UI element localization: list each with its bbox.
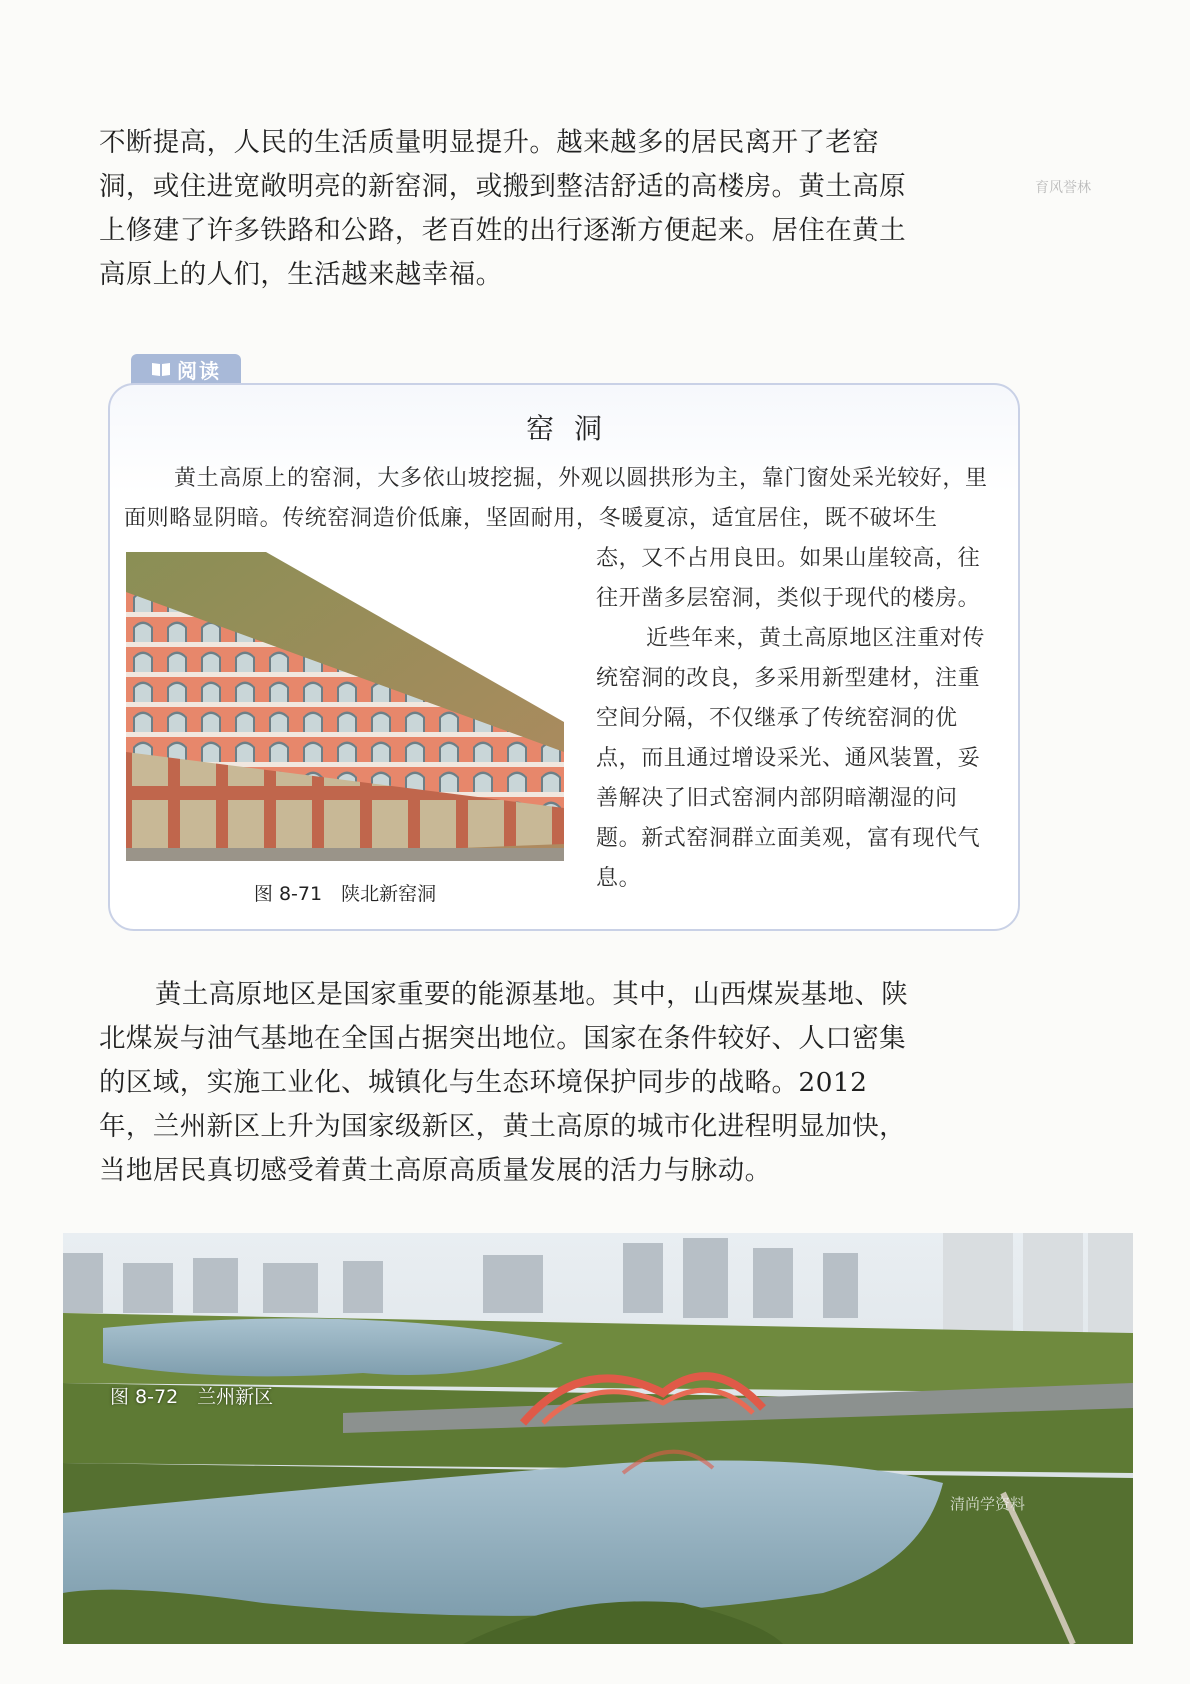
reading-paragraph-1: 黄土高原上的窑洞，大多依山坡挖掘，外观以圆拱形为主，靠门窗处采光较好，里面则略显阴暗。传统窑洞造价低廉，坚固耐用，冬暖夏凉，适宜居住，既不破坏生 bbox=[124, 466, 988, 531]
main-paragraph: 黄土高原地区是国家重要的能源基地。其中，山西煤炭基地、陕北煤炭与油气基地在全国占据突出地位。国家在条件较好、人口密集的区域，实施工业化、城镇化与生态环境保护同步的战略。2012 年，兰州新区上升为国家级新区，黄土高原的城市化进程明显加快，当地居民真切感受着黄土高原高质量发展的活力与脉动。 bbox=[99, 979, 909, 1186]
reading-tab bbox=[131, 354, 241, 384]
corner-watermark: 清尚学资料 bbox=[950, 1495, 1026, 1513]
intro-paragraph: 不断提高，人民的生活质量明显提升。越来越多的居民离开了老窑洞，或住进宽敞明亮的新窑洞，或搬到整洁舒适的高楼房。黄土高原上修建了许多铁路和公路，老百姓的出行逐渐方便起来。居住在黄土高原上的人们，生活越来越幸福。 bbox=[99, 127, 906, 290]
city-figure-caption: 图 8-72 兰州新区 bbox=[110, 1386, 274, 1408]
reading-box bbox=[108, 383, 1020, 931]
reading-tab-label: 阅读 bbox=[177, 358, 221, 383]
book-icon bbox=[151, 361, 171, 377]
side-watermark: 育风誉林 bbox=[1035, 180, 1091, 196]
cave-dwelling-photo bbox=[126, 552, 564, 861]
lanzhou-new-area-photo bbox=[63, 1233, 1133, 1644]
cave-figure-caption: 图 8-71 陕北新窑洞 bbox=[253, 883, 437, 905]
reading-paragraph-2: 近些年来，黄土高原地区注重对传统窑洞的改良，多采用新型建材，注重空间分隔，不仅继承了传统窑洞的优点，而且通过增设采光、通风装置，妥善解决了旧式窑洞内部阴暗潮湿的问题。新式窑洞群立面美观，富有现代气息。 bbox=[596, 626, 986, 891]
reading-paragraph-1-continued: 态，又不占用良田。如果山崖较高，往往开凿多层窑洞，类似于现代的楼房。 bbox=[596, 546, 981, 611]
reading-title: 窑洞 bbox=[525, 412, 622, 445]
